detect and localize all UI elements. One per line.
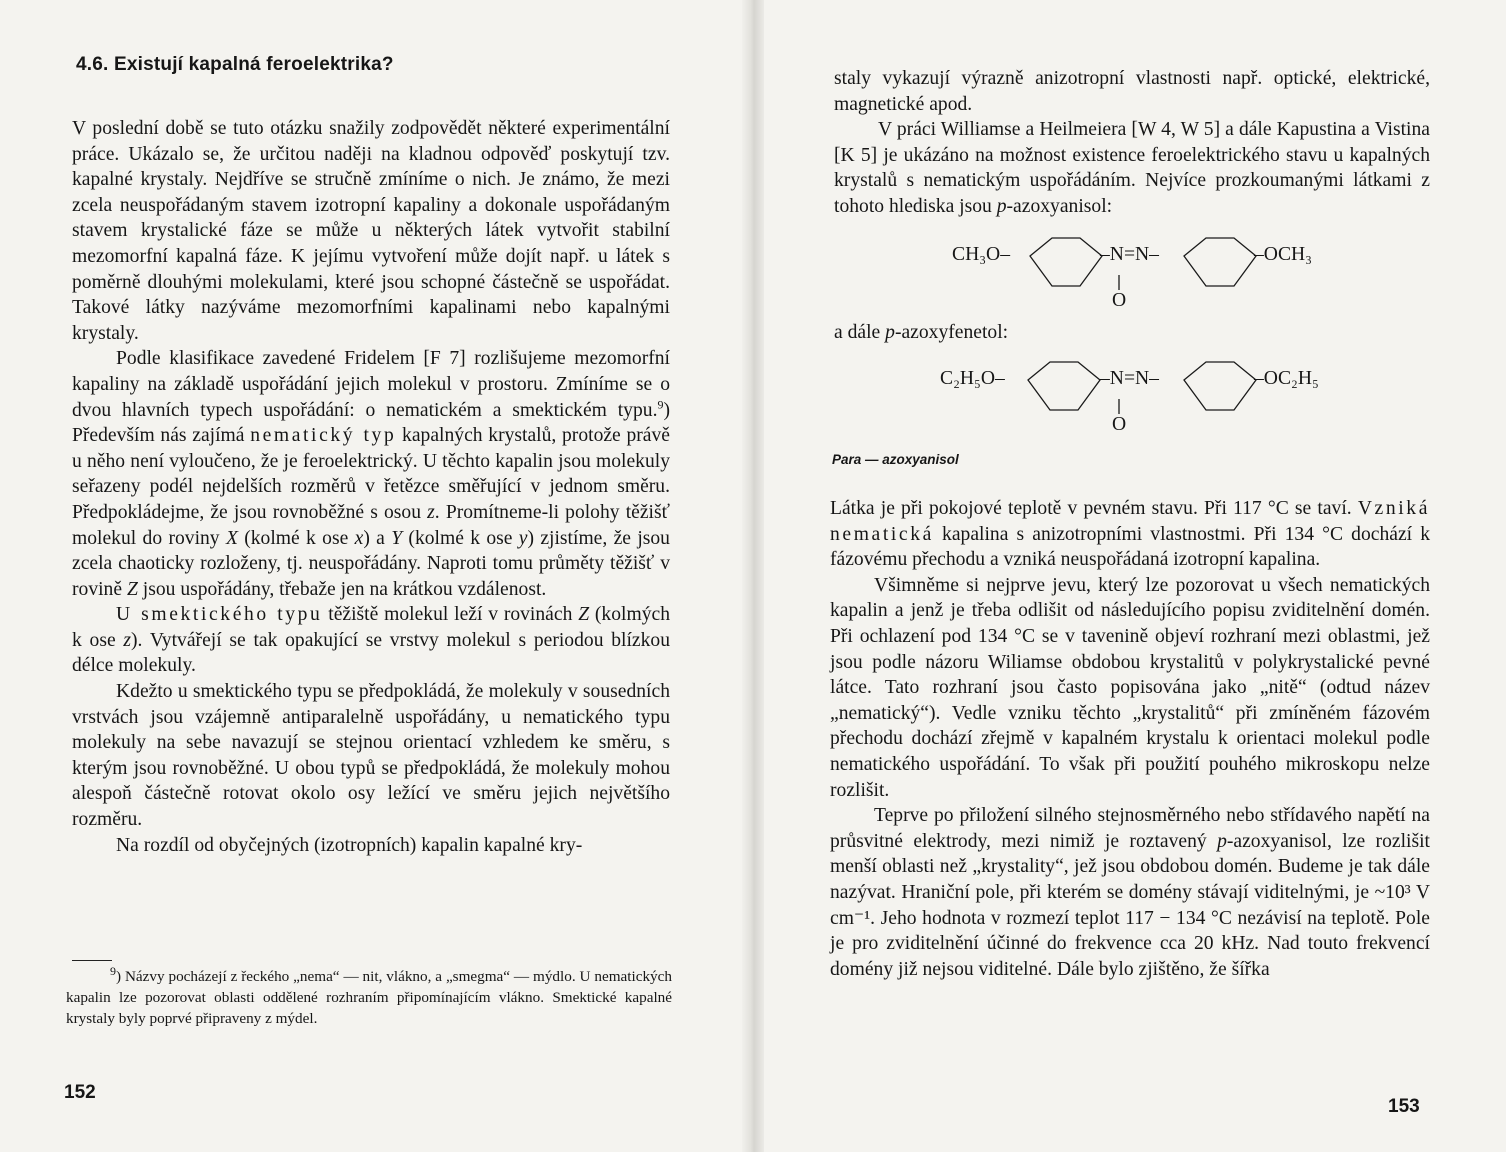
footnote-ref: 9 [657, 397, 664, 411]
benzene-ring-right [1184, 238, 1256, 286]
text-run: ) zjistíme, že jsou zcela chaoticky rozloženy, tj. neuspořádány. Naproti tomu průměty těžišť v rovině [72, 527, 670, 600]
left-page [0, 0, 742, 1152]
text-run: těžiště molekul leží v rovinách [322, 604, 579, 626]
text-run: (kolmé k ose [402, 527, 519, 549]
text-run: Látka je při pokojové teplotě v pevném stavu. Při 117 °C se taví. [830, 498, 1358, 519]
spaced-emphasis: U smektického typu [116, 604, 323, 626]
paragraph: V poslední době se tuto otázku snažily zodpovědět některé experimentální práce. Ukázalo se, že určitou naději na kladnou odpověď poskytují tzv. kapalné krystaly. Nejdříve se stručně zmíníme o nich. Je známo, že mezi zcela neuspořádaným stavem izotropní kapaliny a dokonale uspořádaným stavem krystalické fáze se může u některých látek vytvořit stabilní mezomorfní kapalná fáze. K jejímu vytvoření může dojít např. u látek s poměrně dlouhými molekulami, které jsou schopné částečně se uspořádat. Takové látky nazýváme mezomorfními kapalinami nebo kapalnými krystaly. [72, 118, 670, 344]
paragraph: Kdežto u smektického typu se předpokládá, že molekuly v sousedních vrstvách jsou vzájemně antiparalelně uspořádány, u nematického typu molekuly na sebe navazují se stejnou orientací vzhledem ke směru, s kterým jsou rovnoběžné. U obou typů se předpokládá, že molekuly mohou alespoň částečně rotovat okolo osy ležící ve směru jejich největšího rozměru. [72, 681, 670, 831]
variable: p [996, 195, 1007, 217]
text-run: -azoxyanisol: [1006, 195, 1113, 217]
paragraph [834, 320, 1430, 346]
formula-left-group: CH₃O– [952, 244, 1010, 265]
text-run: ) Především nás zajímá [72, 399, 670, 447]
variable: p [1217, 830, 1227, 852]
text-run: (kolmé k ose [237, 527, 355, 549]
text-run: Teprve po přiložení silného stejnosměrného nebo střídavého napětí na průsvitné elektrody, mezi nimiž je roztavený [830, 805, 1430, 852]
text-run: . Promítneme-li polohy těžišť molekul do roviny [72, 501, 670, 549]
formula-azo-group: –N=N– [1100, 244, 1159, 265]
text-run: V práci Williamse a Heilmeiera [W 4, W 5] a dále Kapustina a Vistina [K 5] je ukázáno na možnost existence feroelektrického stavu u kapalných krystalů s nematickým uspořádáním. Nejvíce prozkoumanými látkami z tohoto hlediska jsou [834, 119, 1430, 217]
formula-right-group: –OCH₃ [1254, 244, 1312, 265]
text-run: ). Vytvářejí se tak opakující se vrstvy molekul s periodou blízkou délce molekuly. [72, 629, 670, 677]
variable: Y [391, 527, 403, 549]
text-run: (kolmých k ose [72, 604, 670, 651]
benzene-ring-left [1030, 238, 1102, 286]
page-number: 152 [64, 1082, 96, 1103]
paragraph [830, 496, 1430, 573]
left-body-text [72, 116, 670, 858]
formula-azo-group: –N=N– [1100, 368, 1159, 389]
right-body-mid [834, 320, 1430, 346]
benzene-ring-left [1028, 362, 1100, 410]
benzene-ring-right [1184, 362, 1256, 410]
text-run: a dále [834, 322, 886, 343]
variable: Z [578, 604, 590, 626]
spaced-emphasis: Vzniká nematická [830, 498, 1430, 545]
footnote-mark: 9 [110, 963, 116, 978]
page-number: 153 [1388, 1096, 1420, 1117]
paragraph [72, 346, 670, 602]
variable: z [123, 629, 132, 651]
variable: Z [126, 578, 138, 600]
text-run: -azoxyfenetol: [894, 322, 1009, 343]
formula-oxygen: O [1112, 290, 1127, 311]
variable: x [354, 527, 364, 549]
text-run: kapalina s anizotropními vlastnostmi. Při 134 °C dochází k fázovému přechodu a vzniká neuspořádaná izotropní kapalina. [830, 523, 1430, 571]
paragraph: Všimněme si nejprve jevu, který lze pozorovat u všech nematických kapalin a jenž je třeba odlišit od následujícího popisu zviditelnění domén. Při ochlazení pod 134 °C se v tavenině objeví rozhraní mezi oblastmi, jež jsou podle názoru Wiliamse obdobou krystalitů v polykrystalické pevné látce. Tato rozhraní jsou často popisována jako „nitě“ (odtud název „nematický“). Vedle vzniku těchto „krystalitů“ při zmíněném fázovém přechodu dochází zřejmě v kapalném krystalu k orientaci molekul podle nematického uspořádání. To však při použití pouhého mikroskopu nelze rozlišit. [830, 574, 1430, 801]
text-run: jsou uspořádány, třebaže jen na krátkou vzdálenost. [137, 578, 547, 600]
footnote [66, 963, 672, 1029]
spaced-emphasis: nematický typ [250, 425, 397, 447]
section-heading: 4.6. Existují kapalná feroelektrika? [76, 54, 394, 75]
figure-caption: Para — azoxyanisol [832, 452, 959, 467]
formula-azoxyfenetol [940, 358, 1340, 438]
variable: p [885, 322, 895, 343]
footnote-rule [72, 960, 112, 961]
paragraph [834, 117, 1430, 219]
variable: y [518, 527, 528, 549]
book-spine [742, 0, 764, 1152]
paragraph [830, 803, 1430, 982]
right-body-bottom [830, 496, 1430, 982]
footnote-text: ) Názvy pocházejí z řeckého „nema“ — nit, vlákno, a „smegma“ — mýdlo. U nematických kapalin lze pozorovat oblasti oddělené rozhraním připomínajícím vlákno. Smektické kapalné krystaly byly poprvé připraveny z mýdel. [66, 968, 672, 1027]
text-run: -azoxyanisol, lze rozlišit menší oblasti než „krystality“, jež jsou obdobou domén. Budeme je tak dále nazývat. Hraniční pole, při kterém se domény stávají viditelnými, je ~10³ V cm⁻¹. Jeho hodnota v rozmezí teplot 117 − 134 °C nezávisí na teplotě. Pole je pro zviditelnění účinné do frekvence cca 20 kHz. Nad touto frekvencí domény již nejsou viditelné. Dále bylo zjištěno, že šířka [830, 830, 1430, 980]
text-run: Podle klasifikace zavedené Fridelem [F 7] rozlišujeme mezomorfní kapaliny na základě uspořádání jejich molekul v prostoru. Zmíníme se o dvou hlavních typech uspořádání: o nematickém a smektickém typu. [72, 348, 670, 421]
paragraph: Na rozdíl od obyčejných (izotropních) kapalin kapalné kry- [116, 834, 583, 856]
right-body-top [834, 66, 1430, 220]
formula-right-group: –OC₂H₅ [1254, 368, 1319, 389]
text-run: ) a [363, 527, 392, 549]
paragraph: staly vykazují výrazně anizotropní vlastnosti např. optické, elektrické, magnetické apod. [834, 68, 1430, 115]
formula-left-group: C₂H₅O– [940, 368, 1005, 389]
formula-oxygen: O [1112, 414, 1127, 435]
paragraph [72, 602, 670, 679]
formula-azoxyanisol [954, 234, 1334, 314]
text-run: kapalných krystalů, protože právě u něho není vyloučeno, že je feroelektrický. U těchto kapalin jsou molekuly seřazeny podél nejdelších rozměrů v řetězce směřující v jednom směru. Předpokládejme, že jsou rovnoběžné s osou [72, 425, 670, 523]
right-page [764, 0, 1506, 1152]
variable: z [427, 501, 435, 523]
variable: X [225, 527, 238, 549]
